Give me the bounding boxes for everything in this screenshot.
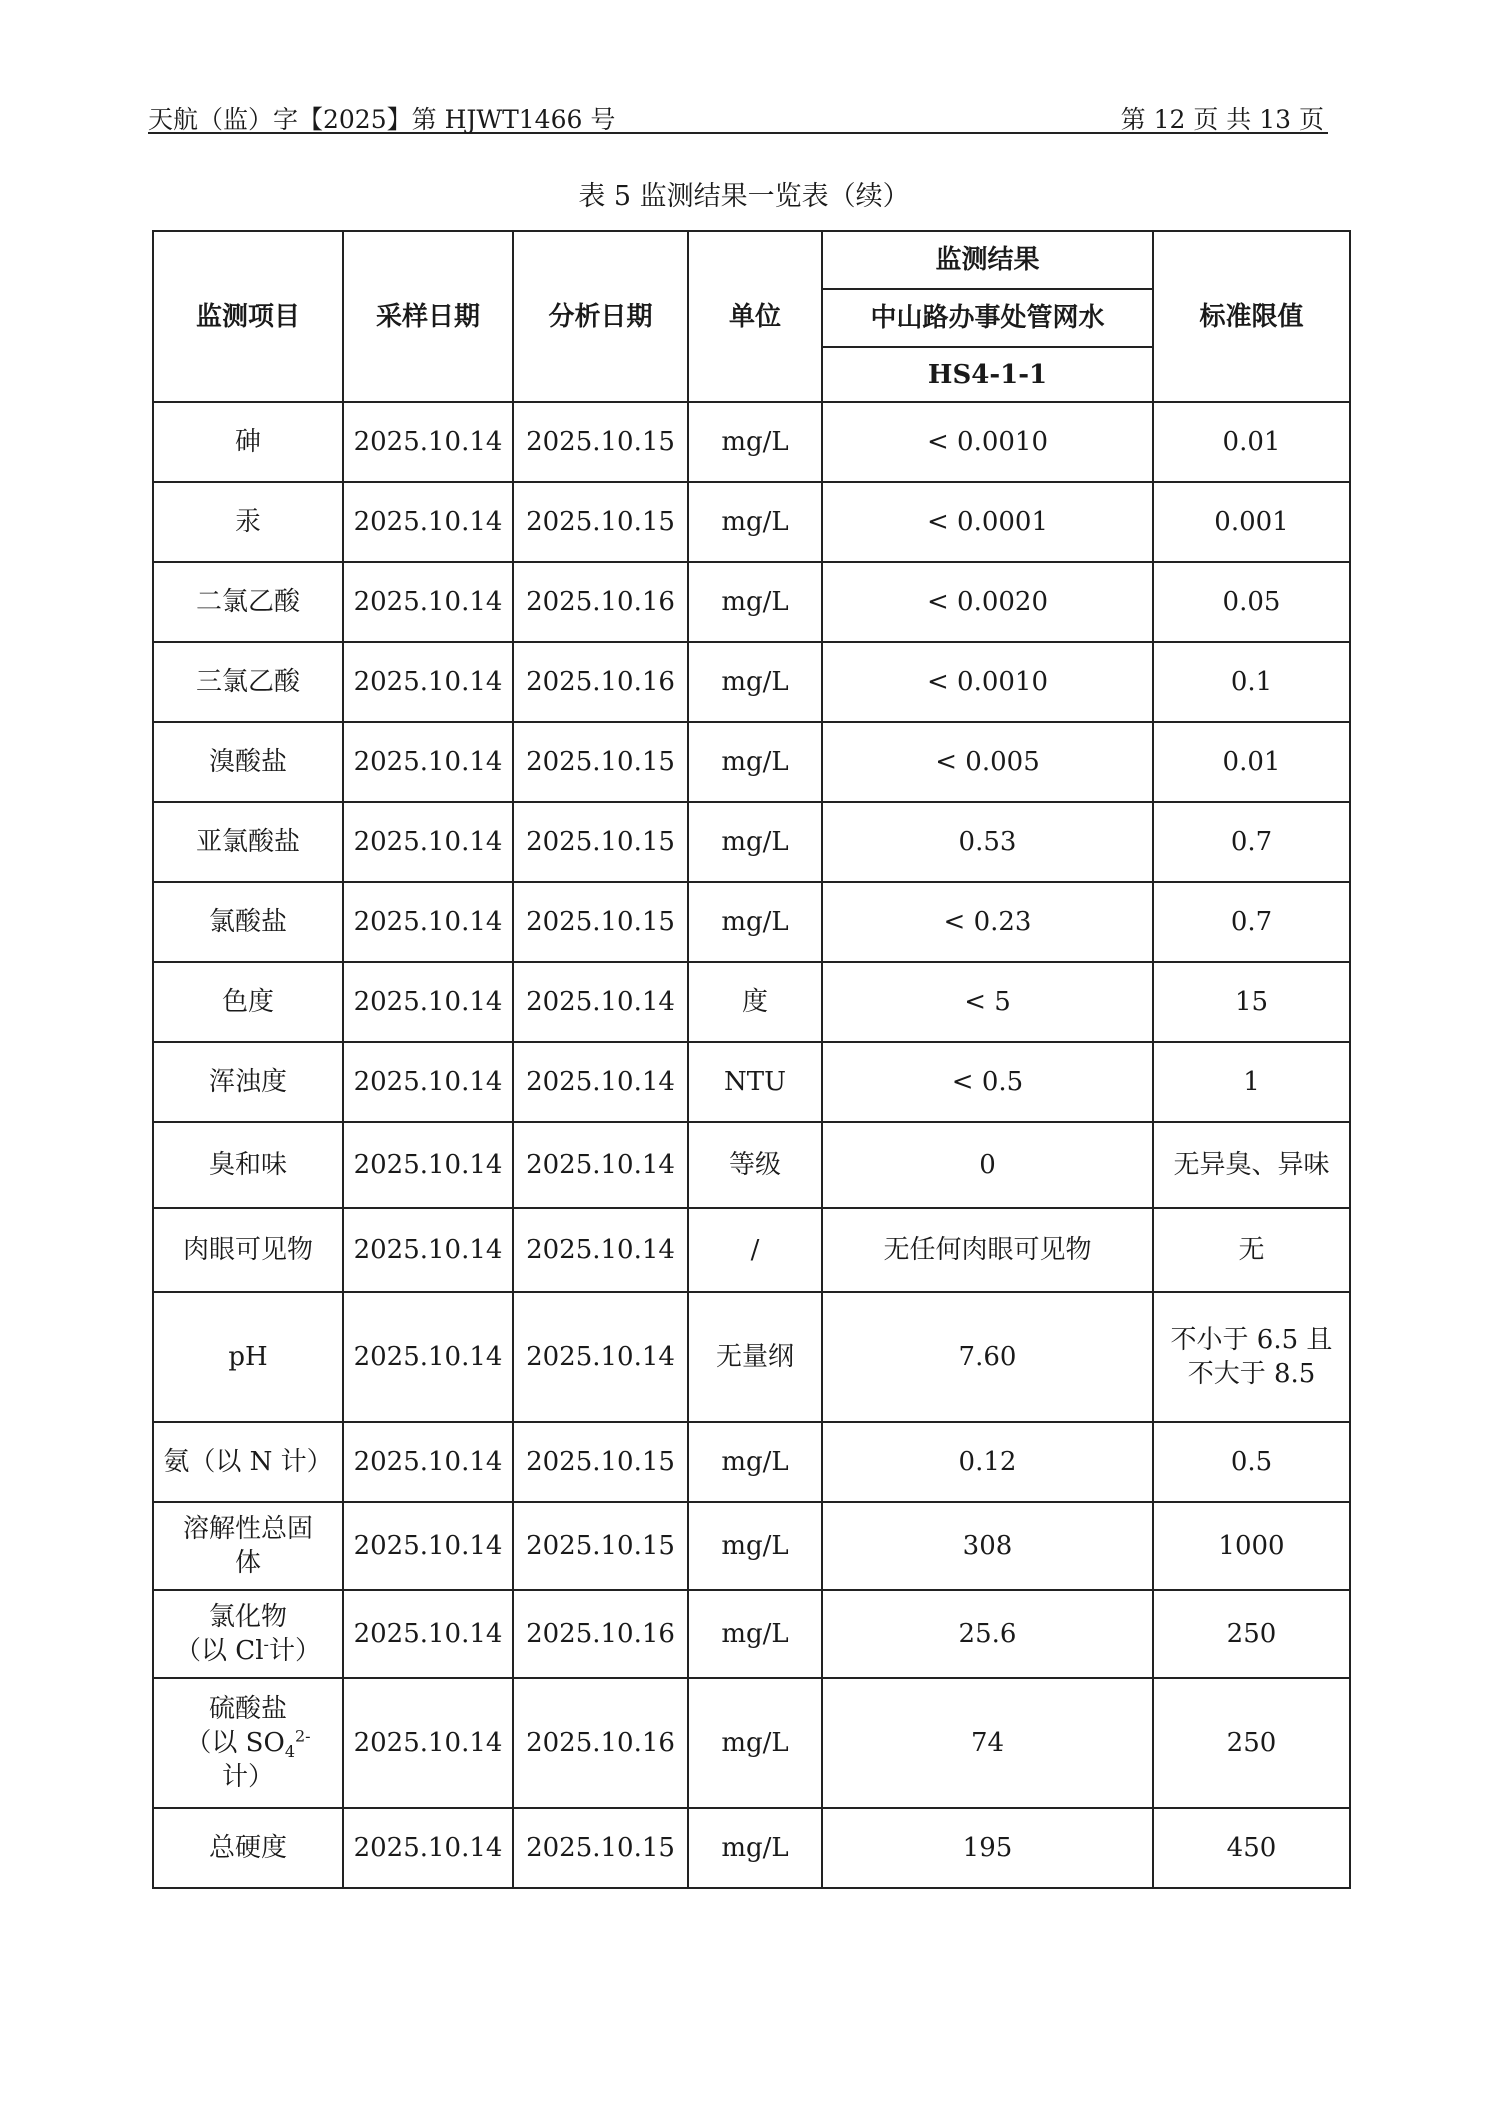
cell-item: 亚氯酸盐 — [153, 802, 343, 882]
cell-item — [153, 1502, 343, 1590]
cell-item — [153, 1678, 343, 1808]
cell-result: 0 — [822, 1122, 1153, 1208]
cell-result: 0.12 — [822, 1422, 1153, 1502]
cell-sample-date: 2025.10.14 — [343, 1208, 513, 1292]
cell-result: < 0.0010 — [822, 402, 1153, 482]
cell-unit: mg/L — [688, 1808, 822, 1888]
cell-result: < 0.0010 — [822, 642, 1153, 722]
col-header-sample-date: 采样日期 — [343, 231, 513, 402]
table-row — [153, 1042, 1350, 1122]
cell-limit: 0.7 — [1153, 802, 1350, 882]
cell-limit: 无 — [1153, 1208, 1350, 1292]
cell-analysis-date: 2025.10.14 — [513, 1292, 688, 1422]
table-row — [153, 1208, 1350, 1292]
cell-analysis-date: 2025.10.14 — [513, 1122, 688, 1208]
table-caption: 表 5 监测结果一览表（续） — [578, 181, 910, 212]
cell-analysis-date: 2025.10.16 — [513, 642, 688, 722]
cell-unit: mg/L — [688, 562, 822, 642]
cell-item: 浑浊度 — [153, 1042, 343, 1122]
cell-limit: 0.7 — [1153, 882, 1350, 962]
item-line: 体 — [234, 1548, 261, 1578]
cell-unit: mg/L — [688, 1590, 822, 1678]
cell-item: 氨（以 N 计） — [153, 1422, 343, 1502]
cell-result: 195 — [822, 1808, 1153, 1888]
cell-limit: 1000 — [1153, 1502, 1350, 1590]
cell-result: < 0.0020 — [822, 562, 1153, 642]
table-row — [153, 1590, 1350, 1678]
table-row — [153, 1422, 1350, 1502]
item-text: （以 SO — [185, 1728, 285, 1758]
cell-unit: mg/L — [688, 402, 822, 482]
cell-analysis-date: 2025.10.15 — [513, 1502, 688, 1590]
cell-analysis-date: 2025.10.16 — [513, 1590, 688, 1678]
cell-analysis-date: 2025.10.15 — [513, 482, 688, 562]
col-header-item: 监测项目 — [153, 231, 343, 402]
page-number: 第 12 页 共 13 页 — [1120, 105, 1324, 134]
cell-limit: 0.01 — [1153, 402, 1350, 482]
cell-item: 色度 — [153, 962, 343, 1042]
results-table — [152, 230, 1351, 1889]
cell-analysis-date: 2025.10.15 — [513, 802, 688, 882]
item-line — [158, 1726, 338, 1760]
table-row — [153, 882, 1350, 962]
item-line — [158, 1634, 338, 1668]
cell-limit — [1153, 1292, 1350, 1422]
cell-result: < 5 — [822, 962, 1153, 1042]
item-line: 计） — [221, 1762, 274, 1792]
table-row — [153, 1808, 1350, 1888]
col-header-sample-code: HS4-1-1 — [822, 347, 1153, 402]
cell-analysis-date: 2025.10.14 — [513, 962, 688, 1042]
cell-sample-date: 2025.10.14 — [343, 1678, 513, 1808]
cell-sample-date: 2025.10.14 — [343, 1292, 513, 1422]
cell-unit: 度 — [688, 962, 822, 1042]
cell-item: 臭和味 — [153, 1122, 343, 1208]
cell-item: 汞 — [153, 482, 343, 562]
item-line: 硫酸盐 — [208, 1694, 287, 1724]
table-row — [153, 1502, 1350, 1590]
cell-result: 74 — [822, 1678, 1153, 1808]
cell-unit: mg/L — [688, 802, 822, 882]
cell-sample-date: 2025.10.14 — [343, 1502, 513, 1590]
superscript: 2- — [295, 1726, 311, 1746]
cell-result: < 0.005 — [822, 722, 1153, 802]
cell-analysis-date: 2025.10.15 — [513, 1808, 688, 1888]
cell-analysis-date: 2025.10.16 — [513, 562, 688, 642]
cell-unit: 等级 — [688, 1122, 822, 1208]
cell-result: 0.53 — [822, 802, 1153, 882]
cell-unit: mg/L — [688, 1502, 822, 1590]
table-row — [153, 802, 1350, 882]
cell-result: 308 — [822, 1502, 1153, 1590]
table-row — [153, 562, 1350, 642]
cell-limit: 1 — [1153, 1042, 1350, 1122]
cell-limit: 0.001 — [1153, 482, 1350, 562]
cell-item: 二氯乙酸 — [153, 562, 343, 642]
cell-unit: mg/L — [688, 1422, 822, 1502]
cell-result: < 0.23 — [822, 882, 1153, 962]
cell-unit: mg/L — [688, 722, 822, 802]
cell-sample-date: 2025.10.14 — [343, 882, 513, 962]
superscript: - — [263, 1634, 269, 1654]
cell-item: 总硬度 — [153, 1808, 343, 1888]
cell-unit: mg/L — [688, 482, 822, 562]
table-row — [153, 1292, 1350, 1422]
cell-result: < 0.5 — [822, 1042, 1153, 1122]
col-header-result-group: 监测结果 — [822, 231, 1153, 289]
cell-limit: 450 — [1153, 1808, 1350, 1888]
item-line: 氯化物 — [208, 1602, 287, 1632]
cell-analysis-date: 2025.10.16 — [513, 1678, 688, 1808]
table-row — [153, 722, 1350, 802]
cell-analysis-date: 2025.10.15 — [513, 1422, 688, 1502]
cell-sample-date: 2025.10.14 — [343, 642, 513, 722]
cell-sample-date: 2025.10.14 — [343, 962, 513, 1042]
col-header-analysis-date: 分析日期 — [513, 231, 688, 402]
table-row — [153, 402, 1350, 482]
cell-sample-date: 2025.10.14 — [343, 562, 513, 642]
cell-sample-date: 2025.10.14 — [343, 1422, 513, 1502]
cell-unit: / — [688, 1208, 822, 1292]
cell-item: 三氯乙酸 — [153, 642, 343, 722]
cell-limit: 15 — [1153, 962, 1350, 1042]
cell-limit: 250 — [1153, 1678, 1350, 1808]
item-text: （以 Cl — [175, 1636, 264, 1666]
cell-sample-date: 2025.10.14 — [343, 482, 513, 562]
page-header — [148, 98, 1328, 134]
cell-sample-date: 2025.10.14 — [343, 402, 513, 482]
cell-analysis-date: 2025.10.15 — [513, 402, 688, 482]
cell-limit: 0.5 — [1153, 1422, 1350, 1502]
cell-analysis-date: 2025.10.14 — [513, 1208, 688, 1292]
subscript: 4 — [284, 1742, 295, 1762]
cell-sample-date: 2025.10.14 — [343, 1042, 513, 1122]
document-number: 天航（监）字【2025】第 HJWT1466 号 — [148, 105, 616, 134]
col-header-location: 中山路办事处管网水 — [822, 289, 1153, 347]
cell-sample-date: 2025.10.14 — [343, 1122, 513, 1208]
cell-result: 7.60 — [822, 1292, 1153, 1422]
table-row — [153, 962, 1350, 1042]
limit-line: 不小于 6.5 且 — [1170, 1325, 1333, 1355]
cell-sample-date: 2025.10.14 — [343, 722, 513, 802]
cell-unit: 无量纲 — [688, 1292, 822, 1422]
cell-item: pH — [153, 1292, 343, 1422]
cell-item: 溴酸盐 — [153, 722, 343, 802]
cell-result: < 0.0001 — [822, 482, 1153, 562]
col-header-limit: 标准限值 — [1153, 231, 1350, 402]
cell-limit: 0.01 — [1153, 722, 1350, 802]
cell-sample-date: 2025.10.14 — [343, 1590, 513, 1678]
header-row — [153, 231, 1350, 289]
cell-item — [153, 1590, 343, 1678]
cell-unit: mg/L — [688, 642, 822, 722]
cell-sample-date: 2025.10.14 — [343, 1808, 513, 1888]
table-row — [153, 1678, 1350, 1808]
table-row — [153, 482, 1350, 562]
cell-limit: 250 — [1153, 1590, 1350, 1678]
cell-item: 氯酸盐 — [153, 882, 343, 962]
col-header-unit: 单位 — [688, 231, 822, 402]
cell-item: 肉眼可见物 — [153, 1208, 343, 1292]
cell-limit: 0.1 — [1153, 642, 1350, 722]
cell-unit: mg/L — [688, 882, 822, 962]
cell-item: 砷 — [153, 402, 343, 482]
cell-result: 25.6 — [822, 1590, 1153, 1678]
table-row — [153, 1122, 1350, 1208]
cell-analysis-date: 2025.10.15 — [513, 882, 688, 962]
item-line: 溶解性总固 — [182, 1514, 313, 1544]
cell-limit: 无异臭、异味 — [1153, 1122, 1350, 1208]
cell-analysis-date: 2025.10.14 — [513, 1042, 688, 1122]
cell-limit: 0.05 — [1153, 562, 1350, 642]
limit-line: 不大于 8.5 — [1187, 1359, 1316, 1389]
item-text: 计） — [268, 1636, 321, 1666]
cell-sample-date: 2025.10.14 — [343, 802, 513, 882]
cell-analysis-date: 2025.10.15 — [513, 722, 688, 802]
cell-unit: mg/L — [688, 1678, 822, 1808]
table-row — [153, 642, 1350, 722]
cell-result: 无任何肉眼可见物 — [822, 1208, 1153, 1292]
cell-unit: NTU — [688, 1042, 822, 1122]
table-body — [153, 231, 1350, 1888]
